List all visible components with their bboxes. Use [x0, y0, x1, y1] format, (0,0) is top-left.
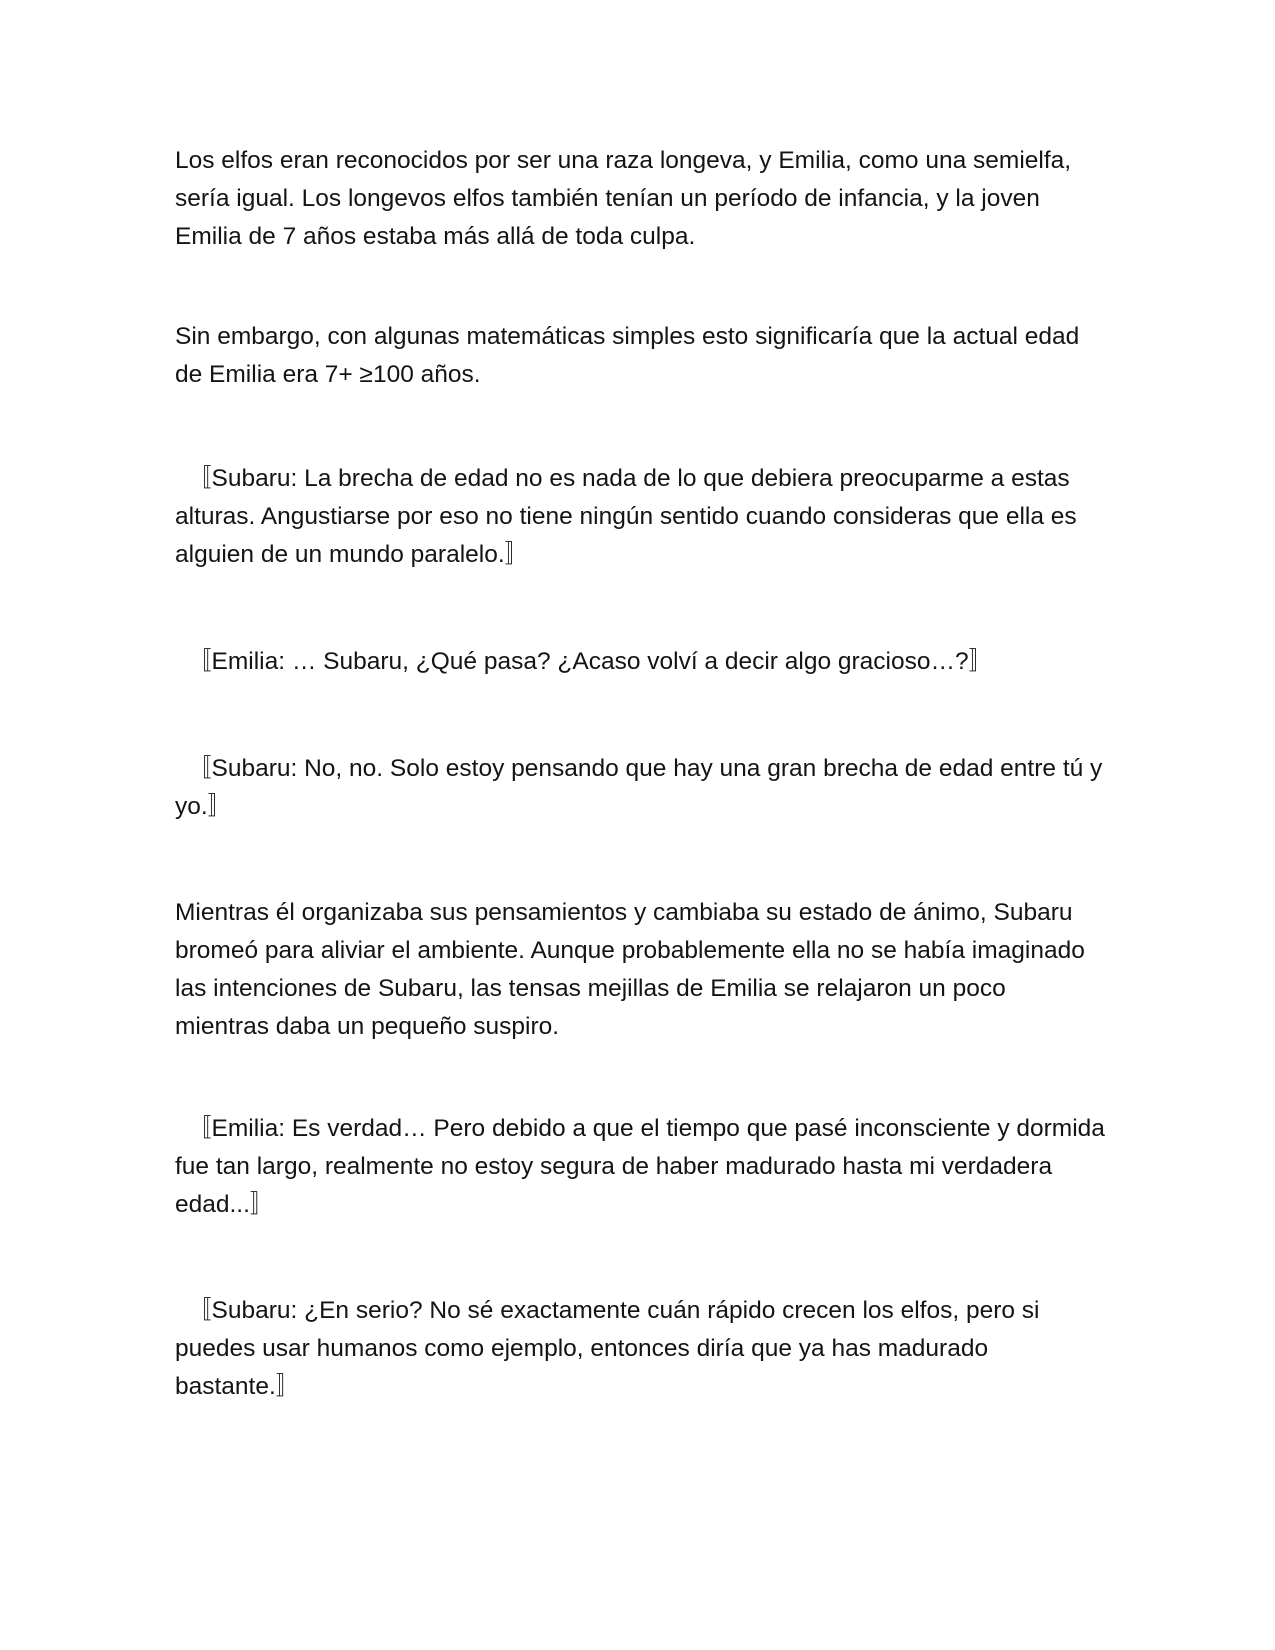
paragraph-dialogue-subaru-2: 〚Subaru: No, no. Solo estoy pensando que hay una gran brecha de edad entre tú y yo.〛	[175, 755, 1103, 820]
paragraph-narration-1: Los elfos eran reconocidos por ser una raza longeva, y Emilia, como una semielfa, sería igual. Los longevos elfos también tenían un período de infancia, y la joven Emilia de 7 años estaba más allá de toda culpa.	[175, 147, 1072, 250]
paragraph-narration-2: Sin embargo, con algunas matemáticas simples esto significaría que la actual edad de Emilia era 7+ ≥100 años.	[175, 323, 1080, 388]
paragraph-dialogue-emilia-1: 〚Emilia: … Subaru, ¿Qué pasa? ¿Acaso volví a decir algo gracioso…?〛	[187, 648, 994, 675]
paragraph-narration-3: Mientras él organizaba sus pensamientos y cambiaba su estado de ánimo, Subaru bromeó para aliviar el ambiente. Aunque probablemente ella no se había imaginado las intenciones de Subaru, las tensas mejillas de Emilia se relajaron un poco mientras daba un pequeño suspiro.	[175, 899, 1085, 1040]
paragraph-dialogue-emilia-2: 〚Emilia: Es verdad… Pero debido a que el tiempo que pasé inconsciente y dormida fue tan largo, realmente no estoy segura de haber madurado hasta mi verdadera edad...〛	[175, 1115, 1105, 1218]
paragraph-dialogue-subaru-3: 〚Subaru: ¿En serio? No sé exactamente cuán rápido crecen los elfos, pero si puedes usar humanos como ejemplo, entonces diría que ya has madurado bastante.〛	[175, 1297, 1040, 1400]
paragraph-dialogue-subaru-1: 〚Subaru: La brecha de edad no es nada de lo que debiera preocuparme a estas alturas. Angustiarse por eso no tiene ningún sentido cuando consideras que ella es alguien de un mundo paralelo.〛	[175, 465, 1077, 568]
